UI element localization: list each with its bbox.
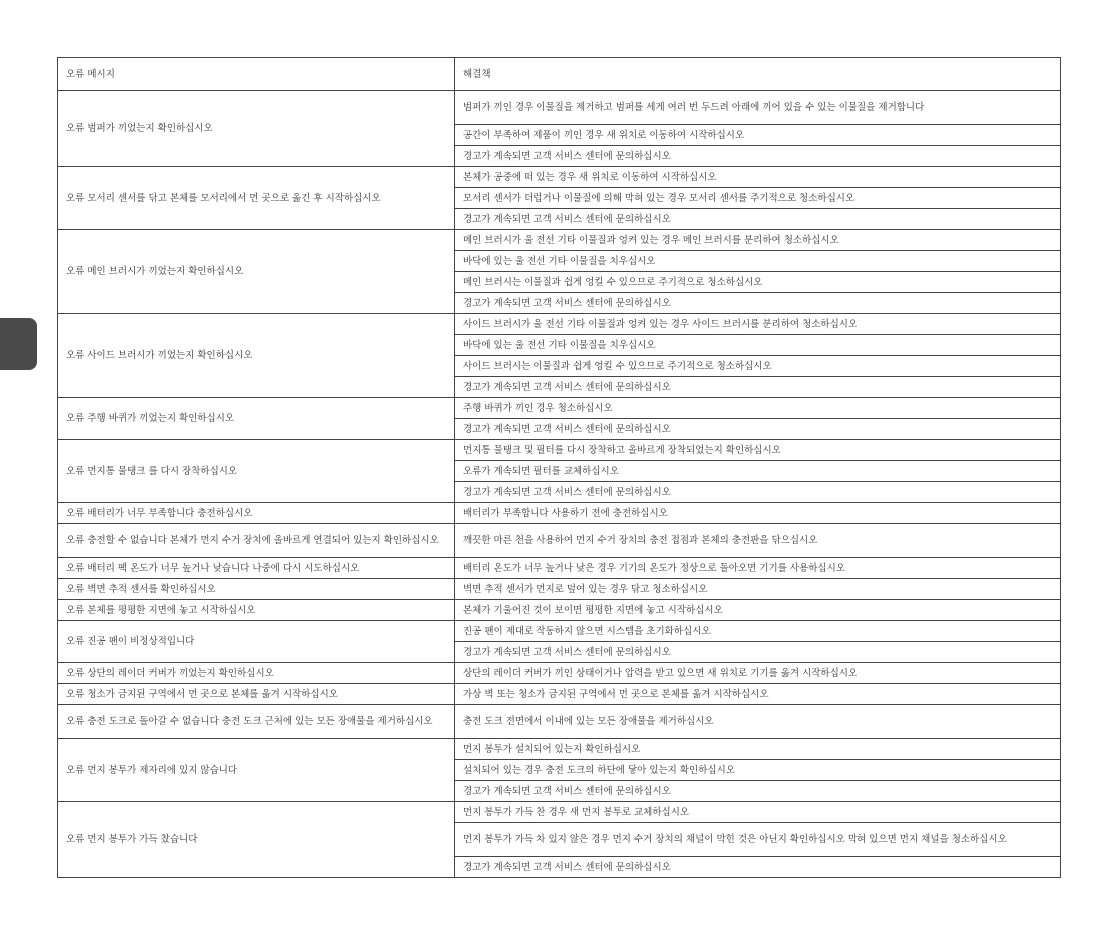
error-message-cell: 오류 메인 브러시가 끼었는지 확인하십시오 — [58, 230, 455, 314]
solution-cell: 범퍼가 끼인 경우 이물질을 제거하고 범퍼를 세게 여러 번 두드려 아래에 끼어 있을 수 있는 이물질을 제거합니다 — [455, 91, 1061, 125]
solution-cell: 바닥에 있는 울 전선 기타 이물질을 치우십시오 — [455, 251, 1061, 272]
error-message-cell: 오류 먼지통 물탱크 를 다시 장착하십시오 — [58, 440, 455, 503]
table-row — [58, 524, 1061, 558]
solution-cell: 가상 벽 또는 청소가 금지된 구역에서 먼 곳으로 본체를 옮겨 시작하십시오 — [455, 684, 1061, 705]
table-row — [58, 705, 1061, 739]
solution-cell: 모서리 센서가 더럽거나 이물질에 의해 막혀 있는 경우 모서리 센서를 주기적으로 청소하십시오 — [455, 188, 1061, 209]
solution-cell: 사이드 브러시가 울 전선 기타 이물질과 엉켜 있는 경우 사이드 브러시를 분리하여 청소하십시오 — [455, 314, 1061, 335]
table-row — [58, 167, 1061, 188]
error-message-cell: 오류 벽면 추적 센서를 확인하십시오 — [58, 579, 455, 600]
table-row — [58, 802, 1061, 823]
table-row — [58, 558, 1061, 579]
solution-cell: 경고가 계속되면 고객 서비스 센터에 문의하십시오 — [455, 482, 1061, 503]
solution-cell: 배터리가 부족합니다 사용하기 전에 충전하십시오 — [455, 503, 1061, 524]
error-message-cell: 오류 모서리 센서를 닦고 본체를 모서리에서 먼 곳으로 옮긴 후 시작하십시오 — [58, 167, 455, 230]
table-row — [58, 621, 1061, 642]
table-row — [58, 314, 1061, 335]
error-message-cell: 오류 주행 바퀴가 끼었는지 확인하십시오 — [58, 398, 455, 440]
table-row — [58, 503, 1061, 524]
error-message-cell: 오류 먼지 봉투가 가득 찼습니다 — [58, 802, 455, 878]
error-message-cell: 오류 충전 도크로 돌아갈 수 없습니다 충전 도크 근처에 있는 모든 장애물을 제거하십시오 — [58, 705, 455, 739]
error-message-cell: 오류 충전할 수 없습니다 본체가 먼지 수거 장치에 올바르게 연결되어 있는지 확인하십시오 — [58, 524, 455, 558]
solution-cell: 깨끗한 마른 천을 사용하여 먼지 수거 장치의 충전 접점과 본체의 충전판을 닦으십시오 — [455, 524, 1061, 558]
solution-cell: 경고가 계속되면 고객 서비스 센터에 문의하십시오 — [455, 781, 1061, 802]
table-header-row — [58, 58, 1061, 91]
solution-cell: 바닥에 있는 울 전선 기타 이물질을 치우십시오 — [455, 335, 1061, 356]
error-message-cell: 오류 상단의 레이더 커버가 끼었는지 확인하십시오 — [58, 663, 455, 684]
solution-cell: 오류가 계속되면 필터를 교체하십시오 — [455, 461, 1061, 482]
error-message-cell: 오류 본체를 평평한 지면에 놓고 시작하십시오 — [58, 600, 455, 621]
table-row — [58, 579, 1061, 600]
solution-cell: 경고가 계속되면 고객 서비스 센터에 문의하십시오 — [455, 377, 1061, 398]
solution-cell: 공간이 부족하여 제품이 끼인 경우 새 위치로 이동하여 시작하십시오 — [455, 125, 1061, 146]
table-row — [58, 398, 1061, 419]
error-table-body — [58, 58, 1061, 878]
error-table — [57, 57, 1061, 878]
error-message-cell: 오류 배터리 팩 온도가 너무 높거나 낮습니다 나중에 다시 시도하십시오 — [58, 558, 455, 579]
solution-cell: 주행 바퀴가 끼인 경우 청소하십시오 — [455, 398, 1061, 419]
header-solution: 해결책 — [455, 58, 1061, 91]
solution-cell: 설치되어 있는 경우 충전 도크의 하단에 닿아 있는지 확인하십시오 — [455, 760, 1061, 781]
solution-cell: 메인 브러시가 울 전선 기타 이물질과 엉켜 있는 경우 메인 브러시를 분리하여 청소하십시오 — [455, 230, 1061, 251]
error-message-cell: 오류 먼지 봉투가 제자리에 있지 않습니다 — [58, 739, 455, 802]
solution-cell: 본체가 기울어진 것이 보이면 평평한 지면에 놓고 시작하십시오 — [455, 600, 1061, 621]
solution-cell: 충전 도크 전면에서 이내에 있는 모든 장애물을 제거하십시오 — [455, 705, 1061, 739]
error-message-cell: 오류 배터리가 너무 부족합니다 충전하십시오 — [58, 503, 455, 524]
error-message-cell: 오류 사이드 브러시가 끼었는지 확인하십시오 — [58, 314, 455, 398]
table-row — [58, 600, 1061, 621]
error-message-cell: 오류 진공 팬이 비정상적입니다 — [58, 621, 455, 663]
solution-cell: 경고가 계속되면 고객 서비스 센터에 문의하십시오 — [455, 146, 1061, 167]
solution-cell: 먼지 봉투가 가득 차 있지 않은 경우 먼지 수거 장치의 채널이 막힌 것은 아닌지 확인하십시오 막혀 있으면 먼지 채널을 청소하십시오 — [455, 823, 1061, 857]
solution-cell: 먼지 봉투가 설치되어 있는지 확인하십시오 — [455, 739, 1061, 760]
header-error-message: 오류 메시지 — [58, 58, 455, 91]
solution-cell: 경고가 계속되면 고객 서비스 센터에 문의하십시오 — [455, 857, 1061, 878]
solution-cell: 사이드 브러시는 이물질과 쉽게 엉킬 수 있으므로 주기적으로 청소하십시오 — [455, 356, 1061, 377]
table-row — [58, 440, 1061, 461]
table-row — [58, 230, 1061, 251]
error-message-cell: 오류 청소가 금지된 구역에서 먼 곳으로 본체를 옮겨 시작하십시오 — [58, 684, 455, 705]
solution-cell: 경고가 계속되면 고객 서비스 센터에 문의하십시오 — [455, 419, 1061, 440]
solution-cell: 먼지통 물탱크 및 필터를 다시 장착하고 올바르게 장착되었는지 확인하십시오 — [455, 440, 1061, 461]
chapter-tab — [0, 318, 37, 370]
table-row — [58, 663, 1061, 684]
solution-cell: 배터리 온도가 너무 높거나 낮은 경우 기기의 온도가 정상으로 돌아오면 기기를 사용하십시오 — [455, 558, 1061, 579]
solution-cell: 상단의 레이더 커버가 끼인 상태이거나 압력을 받고 있으면 새 위치로 기기를 옮겨 시작하십시오 — [455, 663, 1061, 684]
solution-cell: 경고가 계속되면 고객 서비스 센터에 문의하십시오 — [455, 642, 1061, 663]
solution-cell: 벽면 추적 센서가 먼지로 덮여 있는 경우 닦고 청소하십시오 — [455, 579, 1061, 600]
table-row — [58, 684, 1061, 705]
solution-cell: 본체가 공중에 떠 있는 경우 새 위치로 이동하여 시작하십시오 — [455, 167, 1061, 188]
solution-cell: 경고가 계속되면 고객 서비스 센터에 문의하십시오 — [455, 293, 1061, 314]
table-row — [58, 91, 1061, 125]
table-row — [58, 739, 1061, 760]
solution-cell: 먼지 봉투가 가득 찬 경우 새 먼지 봉투로 교체하십시오 — [455, 802, 1061, 823]
error-message-cell: 오류 범퍼가 끼었는지 확인하십시오 — [58, 91, 455, 167]
solution-cell: 메인 브러시는 이물질과 쉽게 엉킬 수 있으므로 주기적으로 청소하십시오 — [455, 272, 1061, 293]
solution-cell: 진공 팬이 제대로 작동하지 않으면 시스템을 초기화하십시오 — [455, 621, 1061, 642]
solution-cell: 경고가 계속되면 고객 서비스 센터에 문의하십시오 — [455, 209, 1061, 230]
